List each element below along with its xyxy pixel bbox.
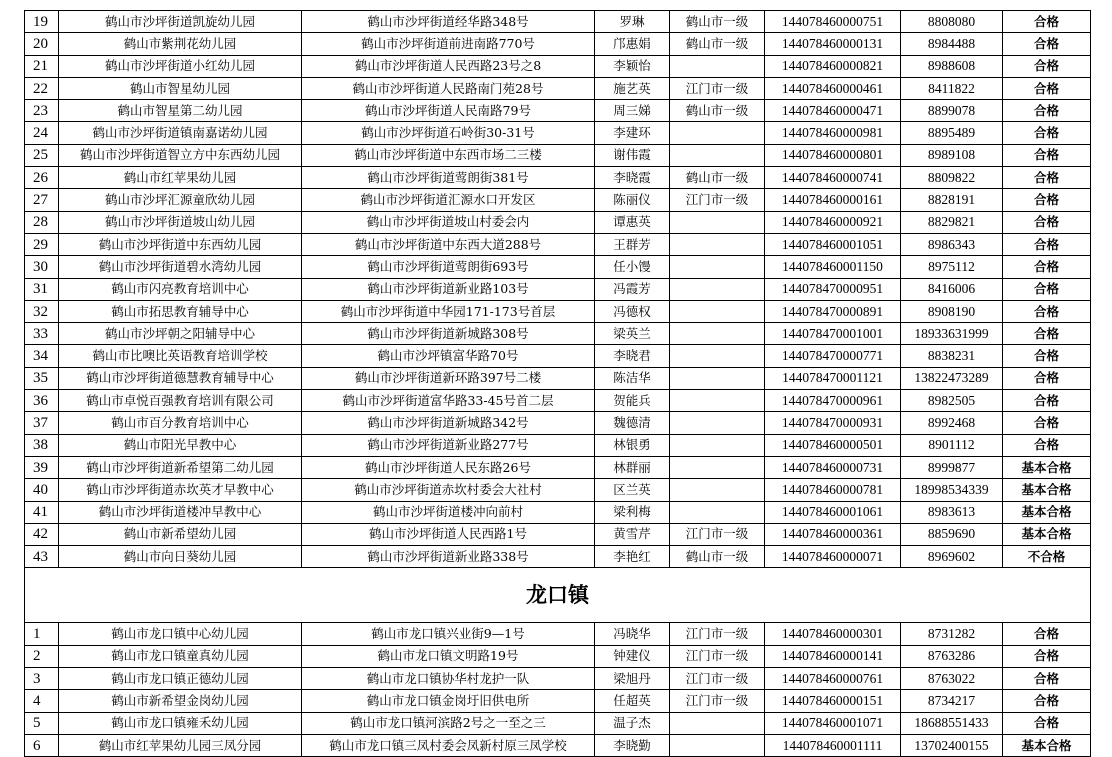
license-code: 144078470000931 bbox=[765, 412, 901, 434]
row-number: 21 bbox=[25, 55, 59, 77]
institution-name: 鹤山市红苹果幼儿园 bbox=[59, 167, 302, 189]
institution-name: 鹤山市龙口镇中心幼儿园 bbox=[59, 623, 302, 645]
rating-level bbox=[670, 256, 765, 278]
institution-address: 鹤山市龙口镇兴业街9—1号 bbox=[302, 623, 595, 645]
table-row bbox=[25, 300, 1091, 322]
institution-address: 鹤山市沙坪街道新环路397号二楼 bbox=[302, 367, 595, 389]
rating-level bbox=[670, 278, 765, 300]
table-row bbox=[25, 256, 1091, 278]
row-number: 22 bbox=[25, 77, 59, 99]
institution-address: 鹤山市沙坪街道新城路308号 bbox=[302, 323, 595, 345]
sha-ping-rows bbox=[25, 11, 1091, 568]
row-number: 31 bbox=[25, 278, 59, 300]
row-number: 19 bbox=[25, 11, 59, 33]
institution-name: 鹤山市龙口镇雍禾幼儿园 bbox=[59, 712, 302, 734]
inspection-result: 基本合格 bbox=[1003, 456, 1091, 478]
institution-name: 鹤山市沙坪街道中东西幼儿园 bbox=[59, 233, 302, 255]
license-code: 144078460001071 bbox=[765, 712, 901, 734]
table-row bbox=[25, 122, 1091, 144]
row-number: 35 bbox=[25, 367, 59, 389]
institution-address: 鹤山市沙坪街道莺朗街693号 bbox=[302, 256, 595, 278]
inspection-result: 合格 bbox=[1003, 390, 1091, 412]
responsible-person: 谭惠英 bbox=[595, 211, 670, 233]
institution-address: 鹤山市沙坪镇富华路70号 bbox=[302, 345, 595, 367]
institution-address: 鹤山市沙坪街道中华园171-173号首层 bbox=[302, 300, 595, 322]
rating-level: 江门市一级 bbox=[670, 690, 765, 712]
phone-number: 8809822 bbox=[901, 167, 1003, 189]
row-number: 38 bbox=[25, 434, 59, 456]
row-number: 20 bbox=[25, 33, 59, 55]
license-code: 144078460000981 bbox=[765, 122, 901, 144]
rating-level: 江门市一级 bbox=[670, 623, 765, 645]
responsible-person: 罗琳 bbox=[595, 11, 670, 33]
phone-number: 8982505 bbox=[901, 390, 1003, 412]
institution-name: 鹤山市沙坪街道赤坎英才早教中心 bbox=[59, 479, 302, 501]
rating-level bbox=[670, 211, 765, 233]
table-row bbox=[25, 144, 1091, 166]
row-number: 27 bbox=[25, 189, 59, 211]
phone-number: 8731282 bbox=[901, 623, 1003, 645]
institution-address: 鹤山市沙坪街道人民西路23号之8 bbox=[302, 55, 595, 77]
table-row bbox=[25, 690, 1091, 712]
inspection-result: 合格 bbox=[1003, 189, 1091, 211]
institution-name: 鹤山市卓悦百强教育培训有限公司 bbox=[59, 390, 302, 412]
institution-address: 鹤山市沙坪街道人民路南门苑28号 bbox=[302, 77, 595, 99]
phone-number: 8984488 bbox=[901, 33, 1003, 55]
institution-name: 鹤山市比噢比英语教育培训学校 bbox=[59, 345, 302, 367]
section-title: 龙口镇 bbox=[25, 568, 1091, 623]
row-number: 42 bbox=[25, 523, 59, 545]
inspection-result: 基本合格 bbox=[1003, 523, 1091, 545]
license-code: 144078470000961 bbox=[765, 390, 901, 412]
institution-address: 鹤山市沙坪街道前进南路770号 bbox=[302, 33, 595, 55]
responsible-person: 冯霞芳 bbox=[595, 278, 670, 300]
inspection-result: 合格 bbox=[1003, 144, 1091, 166]
license-code: 144078460000731 bbox=[765, 456, 901, 478]
row-number: 2 bbox=[25, 645, 59, 667]
responsible-person: 冯德权 bbox=[595, 300, 670, 322]
rating-level bbox=[670, 412, 765, 434]
table-row bbox=[25, 546, 1091, 568]
rating-level bbox=[670, 390, 765, 412]
institution-address: 鹤山市沙坪街道新业路338号 bbox=[302, 546, 595, 568]
institution-name: 鹤山市阳光早教中心 bbox=[59, 434, 302, 456]
license-code: 144078460001061 bbox=[765, 501, 901, 523]
institution-address: 鹤山市沙坪街道富华路33-45号首二层 bbox=[302, 390, 595, 412]
inspection-result: 合格 bbox=[1003, 55, 1091, 77]
phone-number: 18933631999 bbox=[901, 323, 1003, 345]
phone-number: 8908190 bbox=[901, 300, 1003, 322]
institution-name: 鹤山市新希望幼儿园 bbox=[59, 523, 302, 545]
institution-name: 鹤山市智星第二幼儿园 bbox=[59, 100, 302, 122]
rating-level bbox=[670, 122, 765, 144]
table-row bbox=[25, 278, 1091, 300]
responsible-person: 温子杰 bbox=[595, 712, 670, 734]
table-row bbox=[25, 367, 1091, 389]
license-code: 144078460001150 bbox=[765, 256, 901, 278]
phone-number: 8859690 bbox=[901, 523, 1003, 545]
institution-name: 鹤山市沙坪街道凯旋幼儿园 bbox=[59, 11, 302, 33]
row-number: 30 bbox=[25, 256, 59, 278]
responsible-person: 李晓君 bbox=[595, 345, 670, 367]
license-code: 144078470000771 bbox=[765, 345, 901, 367]
rating-level: 江门市一级 bbox=[670, 668, 765, 690]
responsible-person: 梁旭丹 bbox=[595, 668, 670, 690]
inspection-result: 合格 bbox=[1003, 256, 1091, 278]
phone-number: 8411822 bbox=[901, 77, 1003, 99]
row-number: 34 bbox=[25, 345, 59, 367]
responsible-person: 黄雪芹 bbox=[595, 523, 670, 545]
row-number: 37 bbox=[25, 412, 59, 434]
table-row bbox=[25, 345, 1091, 367]
inspection-result: 合格 bbox=[1003, 278, 1091, 300]
license-code: 144078470000891 bbox=[765, 300, 901, 322]
institution-name: 鹤山市龙口镇正德幼儿园 bbox=[59, 668, 302, 690]
table-row bbox=[25, 100, 1091, 122]
institution-address: 鹤山市沙坪街道石岭街30-31号 bbox=[302, 122, 595, 144]
license-code: 144078470001121 bbox=[765, 367, 901, 389]
row-number: 28 bbox=[25, 211, 59, 233]
rating-level: 鹤山市一级 bbox=[670, 546, 765, 568]
rating-level: 江门市一级 bbox=[670, 77, 765, 99]
row-number: 39 bbox=[25, 456, 59, 478]
phone-number: 8416006 bbox=[901, 278, 1003, 300]
license-code: 144078460001051 bbox=[765, 233, 901, 255]
table-row bbox=[25, 33, 1091, 55]
institution-address: 鹤山市龙口镇河滨路2号之一至之三 bbox=[302, 712, 595, 734]
inspection-result: 合格 bbox=[1003, 33, 1091, 55]
phone-number: 8975112 bbox=[901, 256, 1003, 278]
license-code: 144078460000921 bbox=[765, 211, 901, 233]
license-code: 144078460000761 bbox=[765, 668, 901, 690]
phone-number: 8808080 bbox=[901, 11, 1003, 33]
rating-level bbox=[670, 712, 765, 734]
responsible-person: 冯晓华 bbox=[595, 623, 670, 645]
table-row bbox=[25, 390, 1091, 412]
rating-level bbox=[670, 323, 765, 345]
responsible-person: 陈丽仪 bbox=[595, 189, 670, 211]
responsible-person: 李颖怡 bbox=[595, 55, 670, 77]
institution-address: 鹤山市沙坪街道坡山村委会内 bbox=[302, 211, 595, 233]
rating-level: 鹤山市一级 bbox=[670, 11, 765, 33]
license-code: 144078460000471 bbox=[765, 100, 901, 122]
row-number: 25 bbox=[25, 144, 59, 166]
row-number: 32 bbox=[25, 300, 59, 322]
institution-address: 鹤山市沙坪街道莺朗街381号 bbox=[302, 167, 595, 189]
rating-level bbox=[670, 501, 765, 523]
inspection-result: 合格 bbox=[1003, 122, 1091, 144]
table-row bbox=[25, 189, 1091, 211]
phone-number: 8999877 bbox=[901, 456, 1003, 478]
table-row bbox=[25, 77, 1091, 99]
responsible-person: 林银勇 bbox=[595, 434, 670, 456]
inspection-result: 合格 bbox=[1003, 712, 1091, 734]
responsible-person: 李晓勤 bbox=[595, 734, 670, 756]
inspection-result: 合格 bbox=[1003, 645, 1091, 667]
institution-name: 鹤山市智星幼儿园 bbox=[59, 77, 302, 99]
section-header bbox=[25, 568, 1091, 623]
inspection-result: 合格 bbox=[1003, 367, 1091, 389]
table-row bbox=[25, 167, 1091, 189]
rating-level bbox=[670, 300, 765, 322]
institution-name: 鹤山市拓思教育辅导中心 bbox=[59, 300, 302, 322]
inspection-result: 合格 bbox=[1003, 434, 1091, 456]
rating-level bbox=[670, 55, 765, 77]
institution-address: 鹤山市龙口镇文明路19号 bbox=[302, 645, 595, 667]
table-row bbox=[25, 323, 1091, 345]
responsible-person: 李晓霞 bbox=[595, 167, 670, 189]
phone-number: 8989108 bbox=[901, 144, 1003, 166]
responsible-person: 区兰英 bbox=[595, 479, 670, 501]
row-number: 23 bbox=[25, 100, 59, 122]
row-number: 26 bbox=[25, 167, 59, 189]
inspection-result: 合格 bbox=[1003, 323, 1091, 345]
institution-address: 鹤山市龙口镇金岗圩旧供电所 bbox=[302, 690, 595, 712]
rating-level bbox=[670, 345, 765, 367]
rating-level bbox=[670, 456, 765, 478]
row-number: 4 bbox=[25, 690, 59, 712]
institution-name: 鹤山市新希望金岗幼儿园 bbox=[59, 690, 302, 712]
institution-address: 鹤山市沙坪街道汇源水口开发区 bbox=[302, 189, 595, 211]
table-row bbox=[25, 55, 1091, 77]
inspection-result: 不合格 bbox=[1003, 546, 1091, 568]
rating-level: 鹤山市一级 bbox=[670, 100, 765, 122]
table-row bbox=[25, 211, 1091, 233]
results-table bbox=[24, 10, 1091, 757]
responsible-person: 李艳红 bbox=[595, 546, 670, 568]
institution-name: 鹤山市沙坪街道楼冲早教中心 bbox=[59, 501, 302, 523]
responsible-person: 林群丽 bbox=[595, 456, 670, 478]
phone-number: 18998534339 bbox=[901, 479, 1003, 501]
responsible-person: 梁英兰 bbox=[595, 323, 670, 345]
license-code: 144078460000821 bbox=[765, 55, 901, 77]
responsible-person: 陈洁华 bbox=[595, 367, 670, 389]
phone-number: 8838231 bbox=[901, 345, 1003, 367]
row-number: 33 bbox=[25, 323, 59, 345]
institution-name: 鹤山市沙坪街道碧水湾幼儿园 bbox=[59, 256, 302, 278]
responsible-person: 梁利梅 bbox=[595, 501, 670, 523]
institution-name: 鹤山市沙坪街道镇南嘉诺幼儿园 bbox=[59, 122, 302, 144]
institution-name: 鹤山市沙坪朝之阳辅导中心 bbox=[59, 323, 302, 345]
institution-name: 鹤山市闪亮教育培训中心 bbox=[59, 278, 302, 300]
rating-level bbox=[670, 144, 765, 166]
inspection-result: 合格 bbox=[1003, 77, 1091, 99]
responsible-person: 邝惠娟 bbox=[595, 33, 670, 55]
table-row bbox=[25, 501, 1091, 523]
institution-address: 鹤山市沙坪街道新业路103号 bbox=[302, 278, 595, 300]
institution-name: 鹤山市向日葵幼儿园 bbox=[59, 546, 302, 568]
table-row bbox=[25, 734, 1091, 756]
institution-address: 鹤山市沙坪街道楼冲向前村 bbox=[302, 501, 595, 523]
phone-number: 8763286 bbox=[901, 645, 1003, 667]
institution-name: 鹤山市红苹果幼儿园三凤分园 bbox=[59, 734, 302, 756]
license-code: 144078460000361 bbox=[765, 523, 901, 545]
responsible-person: 魏德清 bbox=[595, 412, 670, 434]
responsible-person: 贺能兵 bbox=[595, 390, 670, 412]
phone-number: 13702400155 bbox=[901, 734, 1003, 756]
phone-number: 13822473289 bbox=[901, 367, 1003, 389]
inspection-result: 基本合格 bbox=[1003, 479, 1091, 501]
responsible-person: 任超英 bbox=[595, 690, 670, 712]
inspection-result: 合格 bbox=[1003, 100, 1091, 122]
inspection-result: 合格 bbox=[1003, 211, 1091, 233]
row-number: 3 bbox=[25, 668, 59, 690]
inspection-result: 合格 bbox=[1003, 233, 1091, 255]
license-code: 144078470001001 bbox=[765, 323, 901, 345]
institution-address: 鹤山市沙坪街道人民东路26号 bbox=[302, 456, 595, 478]
institution-name: 鹤山市沙坪街道小红幼儿园 bbox=[59, 55, 302, 77]
phone-number: 8983613 bbox=[901, 501, 1003, 523]
phone-number: 8899078 bbox=[901, 100, 1003, 122]
rating-level bbox=[670, 233, 765, 255]
table-row bbox=[25, 523, 1091, 545]
inspection-result: 合格 bbox=[1003, 11, 1091, 33]
institution-address: 鹤山市沙坪街道中东西市场二三楼 bbox=[302, 144, 595, 166]
responsible-person: 王群芳 bbox=[595, 233, 670, 255]
row-number: 6 bbox=[25, 734, 59, 756]
inspection-result: 合格 bbox=[1003, 623, 1091, 645]
license-code: 144078460000161 bbox=[765, 189, 901, 211]
table-row bbox=[25, 233, 1091, 255]
responsible-person: 周三娣 bbox=[595, 100, 670, 122]
rating-level: 江门市一级 bbox=[670, 523, 765, 545]
table-row bbox=[25, 712, 1091, 734]
institution-address: 鹤山市沙坪街道经华路348号 bbox=[302, 11, 595, 33]
row-number: 24 bbox=[25, 122, 59, 144]
responsible-person: 钟建仪 bbox=[595, 645, 670, 667]
row-number: 41 bbox=[25, 501, 59, 523]
inspection-result: 合格 bbox=[1003, 412, 1091, 434]
phone-number: 8969602 bbox=[901, 546, 1003, 568]
rating-level: 江门市一级 bbox=[670, 189, 765, 211]
inspection-result: 合格 bbox=[1003, 167, 1091, 189]
long-kou-rows bbox=[25, 623, 1091, 757]
license-code: 144078460000151 bbox=[765, 690, 901, 712]
institution-name: 鹤山市沙坪街道新希望第二幼儿园 bbox=[59, 456, 302, 478]
institution-name: 鹤山市紫荆花幼儿园 bbox=[59, 33, 302, 55]
institution-name: 鹤山市沙坪街道坡山幼儿园 bbox=[59, 211, 302, 233]
row-number: 43 bbox=[25, 546, 59, 568]
phone-number: 18688551433 bbox=[901, 712, 1003, 734]
inspection-result: 合格 bbox=[1003, 345, 1091, 367]
license-code: 144078460001111 bbox=[765, 734, 901, 756]
inspection-result: 基本合格 bbox=[1003, 501, 1091, 523]
responsible-person: 施艺英 bbox=[595, 77, 670, 99]
table-row bbox=[25, 623, 1091, 645]
license-code: 144078470000951 bbox=[765, 278, 901, 300]
institution-address: 鹤山市沙坪街道人民南路79号 bbox=[302, 100, 595, 122]
inspection-results-page bbox=[24, 10, 1090, 757]
table-row bbox=[25, 434, 1091, 456]
table-row bbox=[25, 668, 1091, 690]
phone-number: 8734217 bbox=[901, 690, 1003, 712]
license-code: 144078460000501 bbox=[765, 434, 901, 456]
institution-address: 鹤山市沙坪街道中东西大道288号 bbox=[302, 233, 595, 255]
inspection-result: 基本合格 bbox=[1003, 734, 1091, 756]
rating-level bbox=[670, 734, 765, 756]
institution-name: 鹤山市沙坪街道德慧教育辅导中心 bbox=[59, 367, 302, 389]
row-number: 36 bbox=[25, 390, 59, 412]
rating-level bbox=[670, 479, 765, 501]
row-number: 40 bbox=[25, 479, 59, 501]
responsible-person: 李建环 bbox=[595, 122, 670, 144]
phone-number: 8763022 bbox=[901, 668, 1003, 690]
institution-address: 鹤山市沙坪街道新城路342号 bbox=[302, 412, 595, 434]
rating-level bbox=[670, 367, 765, 389]
inspection-result: 合格 bbox=[1003, 668, 1091, 690]
rating-level: 江门市一级 bbox=[670, 645, 765, 667]
institution-address: 鹤山市龙口镇三凤村委会凤新村原三凤学校 bbox=[302, 734, 595, 756]
row-number: 29 bbox=[25, 233, 59, 255]
row-number: 1 bbox=[25, 623, 59, 645]
institution-name: 鹤山市百分教育培训中心 bbox=[59, 412, 302, 434]
license-code: 144078460000781 bbox=[765, 479, 901, 501]
institution-name: 鹤山市龙口镇童真幼儿园 bbox=[59, 645, 302, 667]
responsible-person: 任小馒 bbox=[595, 256, 670, 278]
phone-number: 8992468 bbox=[901, 412, 1003, 434]
license-code: 144078460000301 bbox=[765, 623, 901, 645]
rating-level: 鹤山市一级 bbox=[670, 167, 765, 189]
institution-address: 鹤山市沙坪街道新业路277号 bbox=[302, 434, 595, 456]
institution-address: 鹤山市龙口镇协华村龙护一队 bbox=[302, 668, 595, 690]
table-row bbox=[25, 412, 1091, 434]
phone-number: 8986343 bbox=[901, 233, 1003, 255]
table-row bbox=[25, 479, 1091, 501]
phone-number: 8895489 bbox=[901, 122, 1003, 144]
license-code: 144078460000461 bbox=[765, 77, 901, 99]
phone-number: 8901112 bbox=[901, 434, 1003, 456]
institution-address: 鹤山市沙坪街道人民西路1号 bbox=[302, 523, 595, 545]
license-code: 144078460000071 bbox=[765, 546, 901, 568]
license-code: 144078460000741 bbox=[765, 167, 901, 189]
inspection-result: 合格 bbox=[1003, 690, 1091, 712]
license-code: 144078460000131 bbox=[765, 33, 901, 55]
table-row bbox=[25, 11, 1091, 33]
phone-number: 8829821 bbox=[901, 211, 1003, 233]
institution-name: 鹤山市沙坪汇源童欣幼儿园 bbox=[59, 189, 302, 211]
license-code: 144078460000141 bbox=[765, 645, 901, 667]
phone-number: 8988608 bbox=[901, 55, 1003, 77]
institution-name: 鹤山市沙坪街道智立方中东西幼儿园 bbox=[59, 144, 302, 166]
institution-address: 鹤山市沙坪街道赤坎村委会大社村 bbox=[302, 479, 595, 501]
license-code: 144078460000751 bbox=[765, 11, 901, 33]
phone-number: 8828191 bbox=[901, 189, 1003, 211]
table-row bbox=[25, 456, 1091, 478]
license-code: 144078460000801 bbox=[765, 144, 901, 166]
inspection-result: 合格 bbox=[1003, 300, 1091, 322]
responsible-person: 谢伟霞 bbox=[595, 144, 670, 166]
rating-level: 鹤山市一级 bbox=[670, 33, 765, 55]
row-number: 5 bbox=[25, 712, 59, 734]
table-row bbox=[25, 645, 1091, 667]
rating-level bbox=[670, 434, 765, 456]
